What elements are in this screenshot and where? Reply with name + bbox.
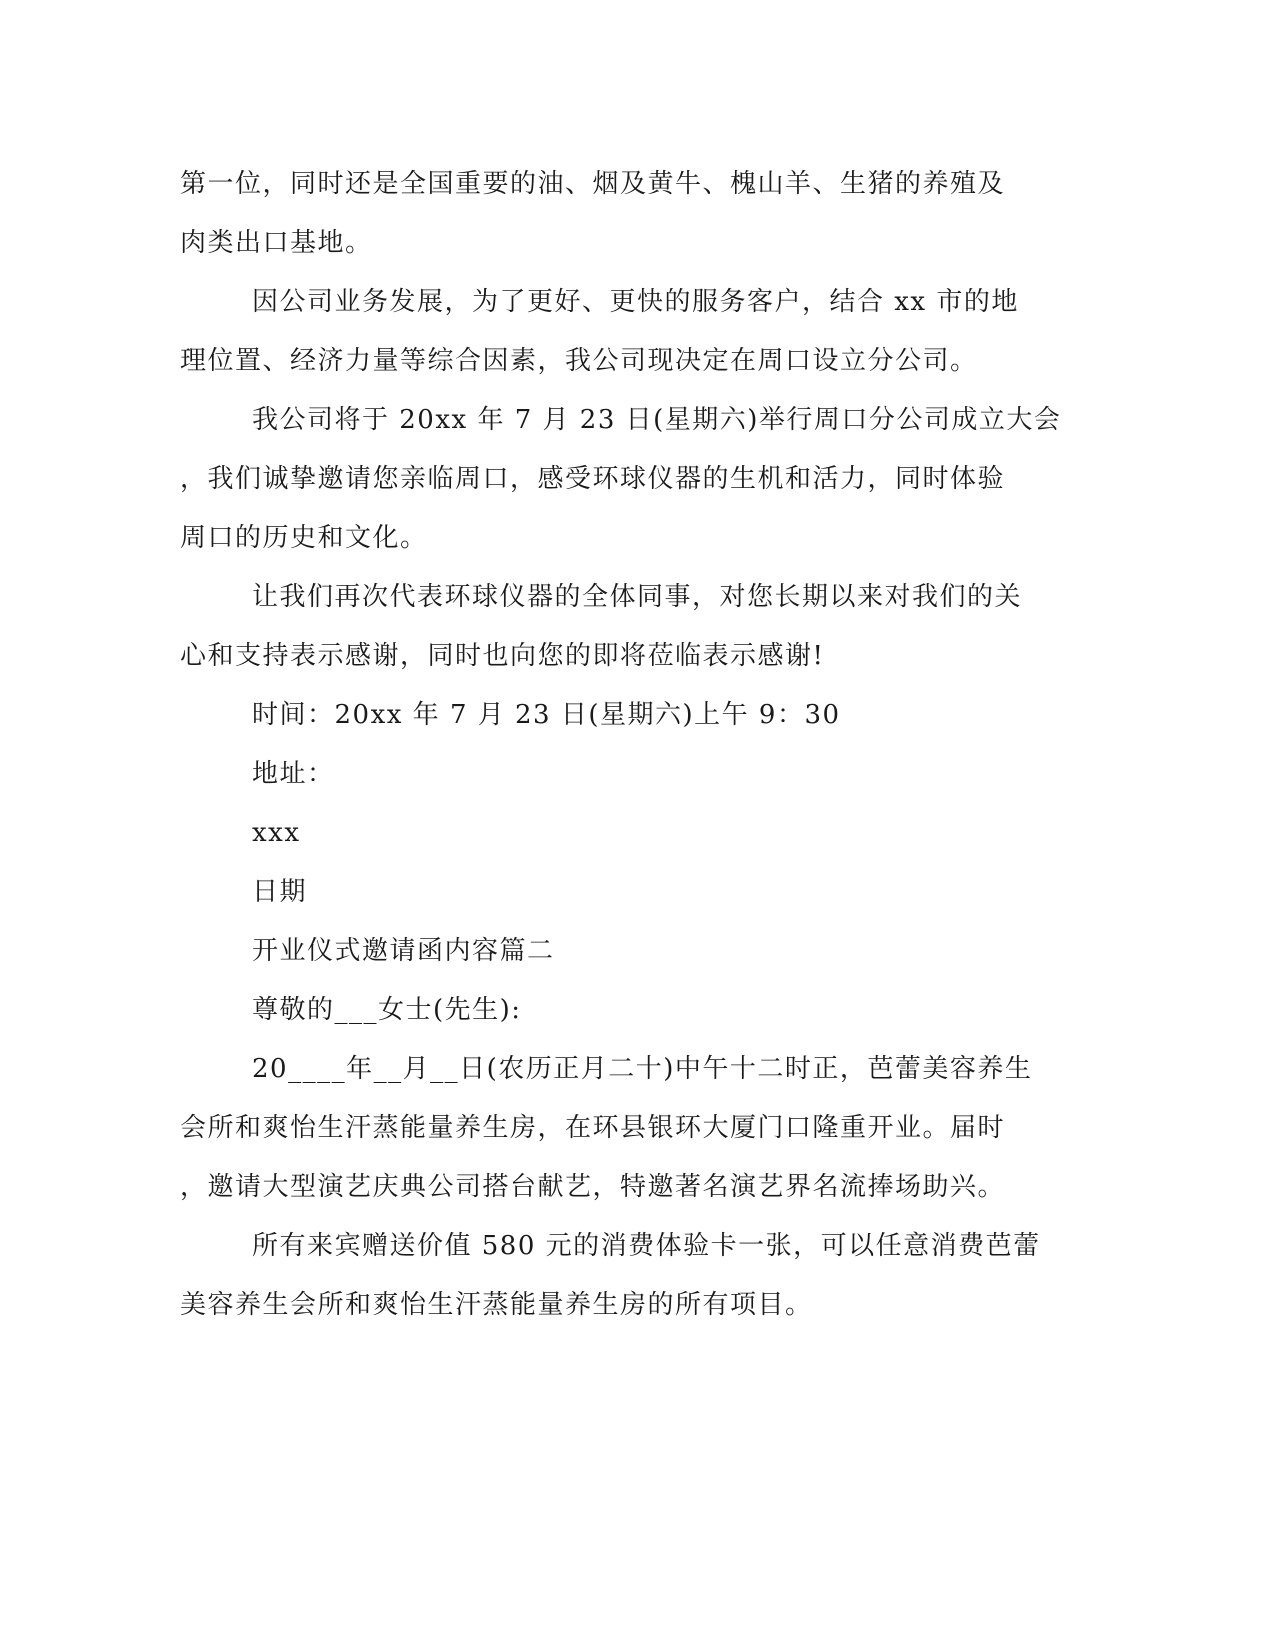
text-line: 所有来宾赠送价值 580 元的消费体验卡一张，可以任意消费芭蕾: [252, 1231, 1041, 1261]
text-line: 让我们再次代表环球仪器的全体同事，对您长期以来对我们的关: [252, 582, 1023, 612]
text-line: ，邀请大型演艺庆典公司搭台献艺，特邀著名演艺界名流捧场助兴。: [180, 1172, 1006, 1202]
text-line: 第一位，同时还是全国重要的油、烟及黄牛、槐山羊、生猪的养殖及: [180, 169, 1006, 199]
text-line: 因公司业务发展，为了更好、更快的服务客户，结合 xx 市的地: [252, 287, 1019, 317]
document-body: [180, 155, 1062, 1335]
text-line: 心和支持表示感谢，同时也向您的即将莅临表示感谢!: [180, 641, 825, 671]
text-line: 我公司将于 20xx 年 7 月 23 日(星期六)举行周口分公司成立大会: [252, 405, 1062, 435]
text-line: 周口的历史和文化。: [180, 523, 428, 553]
text-line: 日期: [252, 877, 308, 907]
text-line: 开业仪式邀请函内容篇二: [252, 936, 555, 966]
text-line: xxx: [252, 818, 301, 848]
text-line: 20____年__月__日(农历正月二十)中午十二时正，芭蕾美容养生: [252, 1054, 1033, 1084]
text-line: ，我们诚挚邀请您亲临周口，感受环球仪器的生机和活力，同时体验: [180, 464, 1006, 494]
text-line: 肉类出口基地。: [180, 228, 373, 258]
text-line: 美容养生会所和爽怡生汗蒸能量养生房的所有项目。: [180, 1290, 813, 1320]
text-line: 理位置、经济力量等综合因素，我公司现决定在周口设立分公司。: [180, 346, 978, 376]
text-line: 地址：: [252, 759, 335, 789]
text-line: 时间：20xx 年 7 月 23 日(星期六)上午 9：30: [252, 700, 841, 730]
text-line: 尊敬的___女士(先生):: [252, 995, 522, 1025]
text-line: 会所和爽怡生汗蒸能量养生房，在环县银环大厦门口隆重开业。届时: [180, 1113, 1006, 1143]
